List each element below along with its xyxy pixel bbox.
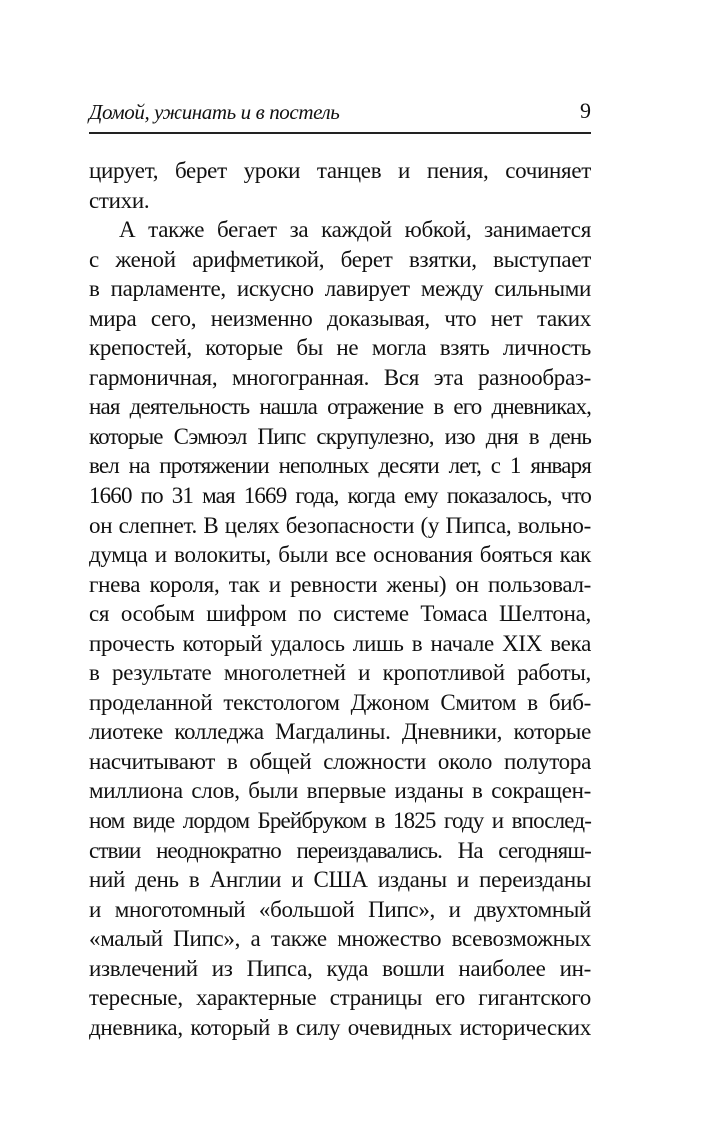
page-number: 9: [580, 98, 591, 123]
running-title: Домой, ужинать и в постель: [89, 100, 340, 124]
text-line: мира сего, неизменно доказывая, что нет таких: [89, 305, 591, 331]
text-line: он слепнет. В целях безопасности (у Пипса, вольно-: [89, 512, 591, 538]
text-line: проделанной текстологом Джоном Смитом в биб-: [89, 689, 591, 715]
text-line: в результате многолетней и кропотливой работы,: [89, 660, 591, 686]
text-line: ная деятельность нашла отражение в его дневниках,: [89, 394, 591, 420]
text-line: с женой арифметикой, берет взятки, выступает: [89, 246, 591, 272]
text-line: миллиона слов, были впервые изданы в сокращен-: [89, 778, 591, 804]
text-line: вел на протяжении неполных десяти лет, с 1 января: [89, 453, 591, 479]
text-line: цирует, берет уроки танцев и пения, сочиняет: [89, 158, 591, 183]
text-line: дневника, который в силу очевидных исторических: [89, 1014, 591, 1040]
text-line: думца и волокиты, были все основания бояться как: [89, 542, 591, 568]
text-line: «малый Пипс», а также множество всевозможных: [89, 926, 591, 952]
text-line: гармоничная, многогранная. Вся эта разнообраз-: [89, 364, 591, 390]
text-line: ствии неоднократно переиздавались. На сегодняш-: [89, 837, 591, 863]
text-line: 1660 по 31 мая 1669 года, когда ему показалось, что: [89, 483, 591, 509]
text-line: А также бегает за каждой юбкой, занимается: [119, 217, 591, 243]
text-line: лиотеке колледжа Магдалины. Дневники, которые: [89, 719, 591, 745]
text-line: крепостей, которые бы не могла взять личность: [89, 335, 591, 361]
text-line: ном виде лордом Брейбруком в 1825 году и впослед-: [89, 808, 591, 834]
text-line: и многотомный «большой Пипс», и двухтомный: [89, 896, 591, 922]
running-header: [89, 92, 591, 134]
text-line: прочесть который удалось лишь в начале XIX века: [89, 630, 591, 656]
text-line: гнева короля, так и ревности жены) он пользовал-: [89, 571, 591, 597]
text-line: которые Сэмюэл Пипс скрупулезно, изо дня в день: [89, 423, 591, 449]
text-line: в парламенте, искусно лавирует между сильными: [89, 276, 591, 302]
body-text: [89, 156, 591, 1042]
text-line: тересные, характерные страницы его гигантского: [89, 985, 591, 1011]
text-line: стихи.: [89, 187, 150, 213]
text-line: ся особым шифром по системе Томаса Шелтона,: [89, 601, 591, 627]
text-line: извлечений из Пипса, куда вошли наиболее ин-: [89, 955, 591, 981]
text-line: насчитывают в общей сложности около полутора: [89, 748, 591, 774]
text-line: ний день в Англии и США изданы и переизданы: [89, 867, 591, 893]
